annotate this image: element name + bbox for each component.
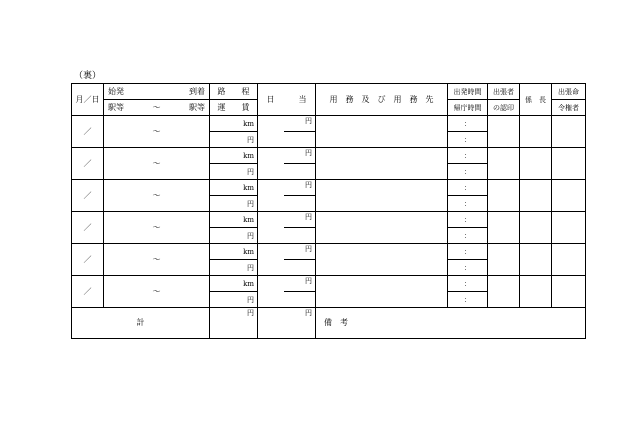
- traveler-seal-cell[interactable]: [488, 116, 520, 148]
- chief-seal-cell[interactable]: [520, 180, 552, 212]
- allowance-cell[interactable]: 円: [284, 244, 316, 260]
- allowance-header: 日 当: [258, 84, 316, 116]
- return-time-cell[interactable]: ：: [448, 292, 488, 308]
- purpose-cell[interactable]: [316, 276, 448, 308]
- traveler-seal-cell[interactable]: [488, 244, 520, 276]
- date-cell[interactable]: ／: [72, 244, 104, 276]
- fare-cell[interactable]: 円: [210, 260, 258, 276]
- route-header-top: [104, 84, 210, 100]
- order-seal-cell[interactable]: [552, 276, 586, 308]
- distance-cell[interactable]: km: [210, 244, 258, 260]
- chief-seal-cell[interactable]: [520, 212, 552, 244]
- entry-row-top: [72, 244, 586, 260]
- return-time-cell[interactable]: ：: [448, 260, 488, 276]
- return-time-cell[interactable]: ：: [448, 132, 488, 148]
- allowance-lower: [284, 292, 316, 308]
- remarks-label: 備 考: [324, 318, 348, 327]
- allowance-lower: [284, 228, 316, 244]
- traveler-seal-cell[interactable]: [488, 180, 520, 212]
- depart-station-label: 駅等: [108, 102, 124, 112]
- entry-row-top: [72, 276, 586, 292]
- travel-record-table: [71, 83, 586, 339]
- traveler-seal-cell[interactable]: [488, 276, 520, 308]
- route-cell[interactable]: ～: [104, 180, 210, 212]
- fare-cell[interactable]: 円: [210, 196, 258, 212]
- purpose-cell[interactable]: [316, 116, 448, 148]
- return-time-cell[interactable]: ：: [448, 164, 488, 180]
- allowance-lower: [284, 132, 316, 148]
- date-cell[interactable]: ／: [72, 180, 104, 212]
- date-cell[interactable]: ／: [72, 276, 104, 308]
- allowance-spacer: [258, 212, 284, 244]
- date-cell[interactable]: ／: [72, 116, 104, 148]
- fare-cell[interactable]: 円: [210, 228, 258, 244]
- entry-row-top: [72, 116, 586, 132]
- purpose-cell[interactable]: [316, 148, 448, 180]
- entry-row-top: [72, 148, 586, 164]
- distance-cell[interactable]: km: [210, 276, 258, 292]
- return-time-cell[interactable]: ：: [448, 196, 488, 212]
- chief-seal-cell[interactable]: [520, 148, 552, 180]
- route-cell[interactable]: ～: [104, 244, 210, 276]
- chief-header: 係 長: [520, 84, 552, 116]
- fare-cell[interactable]: 円: [210, 292, 258, 308]
- distance-cell[interactable]: km: [210, 148, 258, 164]
- chief-seal-cell[interactable]: [520, 276, 552, 308]
- order-seal-cell[interactable]: [552, 212, 586, 244]
- traveler-seal-cell[interactable]: [488, 212, 520, 244]
- distance-cell[interactable]: km: [210, 180, 258, 196]
- purpose-cell[interactable]: [316, 180, 448, 212]
- total-allowance-cell[interactable]: 円: [284, 308, 316, 339]
- arrive-station-label: 駅等: [189, 102, 205, 112]
- date-cell[interactable]: ／: [72, 148, 104, 180]
- allowance-lower: [284, 164, 316, 180]
- allowance-cell[interactable]: 円: [284, 212, 316, 228]
- remarks-cell[interactable]: [316, 308, 586, 339]
- route-cell[interactable]: ～: [104, 276, 210, 308]
- header-row-1: [72, 84, 586, 100]
- page-side-label: （裏）: [74, 71, 102, 81]
- traveler-header: 出張者: [488, 84, 520, 100]
- return-time-header: 帰庁時間: [448, 100, 488, 116]
- order-seal-cell[interactable]: [552, 180, 586, 212]
- order-seal-cell[interactable]: [552, 244, 586, 276]
- order-seal-cell[interactable]: [552, 148, 586, 180]
- traveler-seal-cell[interactable]: [488, 148, 520, 180]
- allowance-spacer: [258, 244, 284, 276]
- total-fare-cell[interactable]: 円: [210, 308, 258, 339]
- date-cell[interactable]: ／: [72, 212, 104, 244]
- allowance-lower: [284, 260, 316, 276]
- depart-label: 始発: [108, 86, 124, 96]
- allowance-cell[interactable]: 円: [284, 116, 316, 132]
- route-cell[interactable]: ～: [104, 116, 210, 148]
- footer-row: [72, 308, 586, 339]
- order-header-2: 令権者: [552, 100, 586, 116]
- return-time-cell[interactable]: ：: [448, 228, 488, 244]
- allowance-cell[interactable]: 円: [284, 148, 316, 164]
- distance-cell[interactable]: km: [210, 116, 258, 132]
- depart-time-header: 出発時間: [448, 84, 488, 100]
- depart-time-cell[interactable]: ：: [448, 116, 488, 132]
- allowance-cell[interactable]: 円: [284, 180, 316, 196]
- date-header: 月／日: [72, 84, 104, 116]
- chief-seal-cell[interactable]: [520, 244, 552, 276]
- route-tilde: ～: [152, 102, 161, 112]
- depart-time-cell[interactable]: ：: [448, 276, 488, 292]
- order-header-1: 出張命: [552, 84, 586, 100]
- allowance-spacer: [258, 148, 284, 180]
- fare-cell[interactable]: 円: [210, 164, 258, 180]
- allowance-lower: [284, 196, 316, 212]
- depart-time-cell[interactable]: ：: [448, 244, 488, 260]
- entry-row-top: [72, 212, 586, 228]
- allowance-spacer: [258, 116, 284, 148]
- purpose-cell[interactable]: [316, 244, 448, 276]
- fare-header: 運 賃: [210, 100, 258, 116]
- order-seal-cell[interactable]: [552, 116, 586, 148]
- depart-time-cell[interactable]: ：: [448, 148, 488, 164]
- depart-time-cell[interactable]: ：: [448, 212, 488, 228]
- total-label: 計: [72, 308, 210, 339]
- purpose-cell[interactable]: [316, 212, 448, 244]
- route-cell[interactable]: ～: [104, 148, 210, 180]
- route-header-bottom: [104, 100, 210, 116]
- allowance-spacer: [258, 276, 284, 308]
- arrive-label: 到着: [189, 86, 205, 96]
- distance-header: 路 程: [210, 84, 258, 100]
- chief-seal-cell[interactable]: [520, 116, 552, 148]
- entry-row-top: [72, 180, 586, 196]
- purpose-header: 用 務 及 び 用 務 先: [316, 84, 448, 116]
- depart-time-cell[interactable]: ：: [448, 180, 488, 196]
- route-cell[interactable]: ～: [104, 212, 210, 244]
- total-allowance-spacer: [258, 308, 284, 339]
- allowance-spacer: [258, 180, 284, 212]
- allowance-cell[interactable]: 円: [284, 276, 316, 292]
- distance-cell[interactable]: km: [210, 212, 258, 228]
- traveler-seal-header: の認印: [488, 100, 520, 116]
- fare-cell[interactable]: 円: [210, 132, 258, 148]
